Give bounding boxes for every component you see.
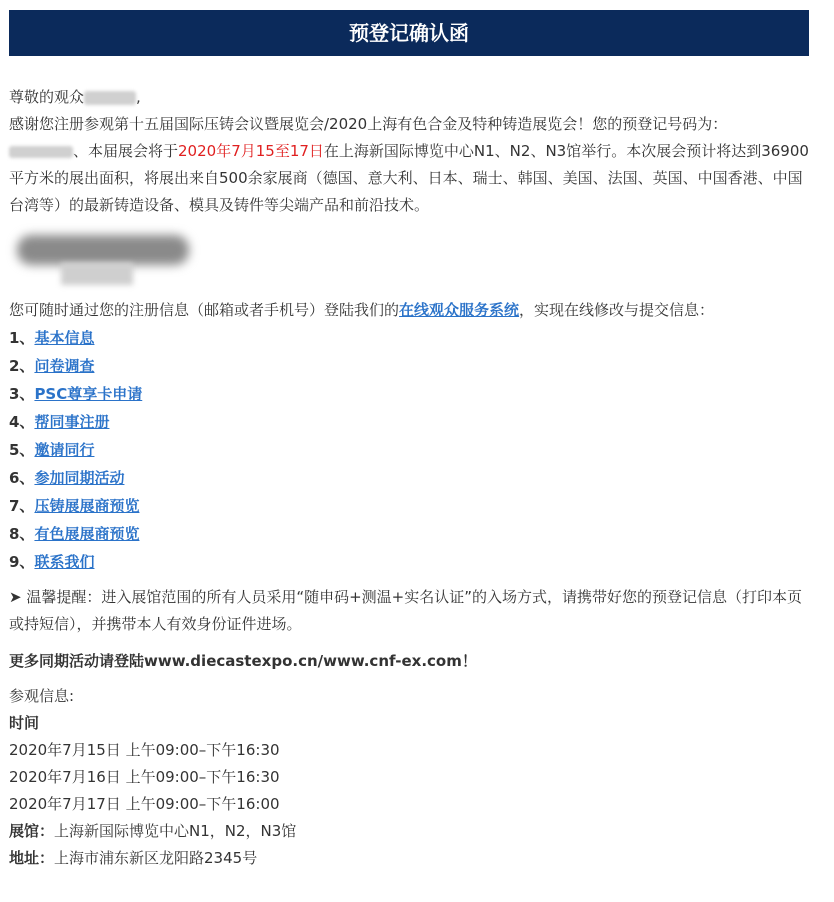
service-menu [9,324,815,576]
venue-row: 展馆：上海新国际博览中心N1，N2，N3馆 [9,822,297,840]
time-item: 2020年7月17日 上午09:00–下午16:00 [9,795,280,813]
register-colleague-link[interactable]: 帮同事注册 [34,413,110,431]
list-item: 4、帮同事注册 [9,413,110,431]
redacted-name [84,91,136,105]
list-item: 2、问卷调查 [9,357,95,375]
visit-info-heading: 参观信息: [9,687,75,705]
time-label: 时间 [9,714,40,732]
list-item: 1、基本信息 [9,329,95,347]
time-item: 2020年7月16日 上午09:00–下午16:30 [9,768,280,786]
list-item: 3、PSC尊享卡申请 [9,385,143,403]
list-item: 6、参加同期活动 [9,469,125,487]
more-events-text: 更多同期活动请登陆www.diecastexpo.cn/www.cnf-ex.com！ [9,652,477,670]
address-row: 地址：上海市浦东新区龙阳路2345号 [9,849,258,867]
login-instructions: 您可随时通过您的注册信息（邮箱或者手机号）登陆我们的在线观众服务系统，实现在线修改与提交信息： [9,301,715,319]
list-item: 8、有色展展商预览 [9,525,140,543]
redacted-qr-block [9,227,815,291]
redacted-registration-number [9,146,73,158]
invite-peers-link[interactable]: 邀请同行 [34,441,95,459]
time-item: 2020年7月15日 上午09:00–下午16:30 [9,741,280,759]
page-title: 预登记确认函 [9,10,809,56]
event-dates: 2020年7月15至17日 [178,142,324,160]
email-body [9,84,815,872]
list-item: 7、压铸展展商预览 [9,497,140,515]
concurrent-events-link[interactable]: 参加同期活动 [34,469,125,487]
list-item: 9、联系我们 [9,553,95,571]
nonferrous-exhibitors-link[interactable]: 有色展展商预览 [34,525,140,543]
survey-link[interactable]: 问卷调查 [34,357,95,375]
contact-us-link[interactable]: 联系我们 [34,553,95,571]
diecast-exhibitors-link[interactable]: 压铸展展商预览 [34,497,140,515]
greeting: 尊敬的观众 , [9,88,141,106]
visitor-service-system-link[interactable]: 在线观众服务系统 [399,301,520,319]
entry-notice: ➤ 温馨提醒：进入展馆范围的所有人员采用“随申码+测温+实名认证”的入场方式，请携带好您的预登记信息（打印本页或持短信），并携带本人有效身份证件进场。 [9,588,803,633]
psc-card-link[interactable]: PSC尊享卡申请 [34,385,143,403]
basic-info-link[interactable]: 基本信息 [34,329,95,347]
list-item: 5、邀请同行 [9,441,95,459]
intro-paragraph: 感谢您注册参观第十五届国际压铸会议暨展览会/2020上海有色合金及特种铸造展览会！您的预登记号码为： 、本届展会将于2020年7月15至17日在上海新国际博览中心N1、N2、N3馆举行。本次展会预计将达到36900平方米的展出面积，将展出来自500余家展商（德国、意大利、日本、瑞士、韩国、美国、法国、英国、中国香港、中国台湾等）的最新铸造设备、模具及铸件等尖端产品和前沿技术。 [9,115,809,214]
